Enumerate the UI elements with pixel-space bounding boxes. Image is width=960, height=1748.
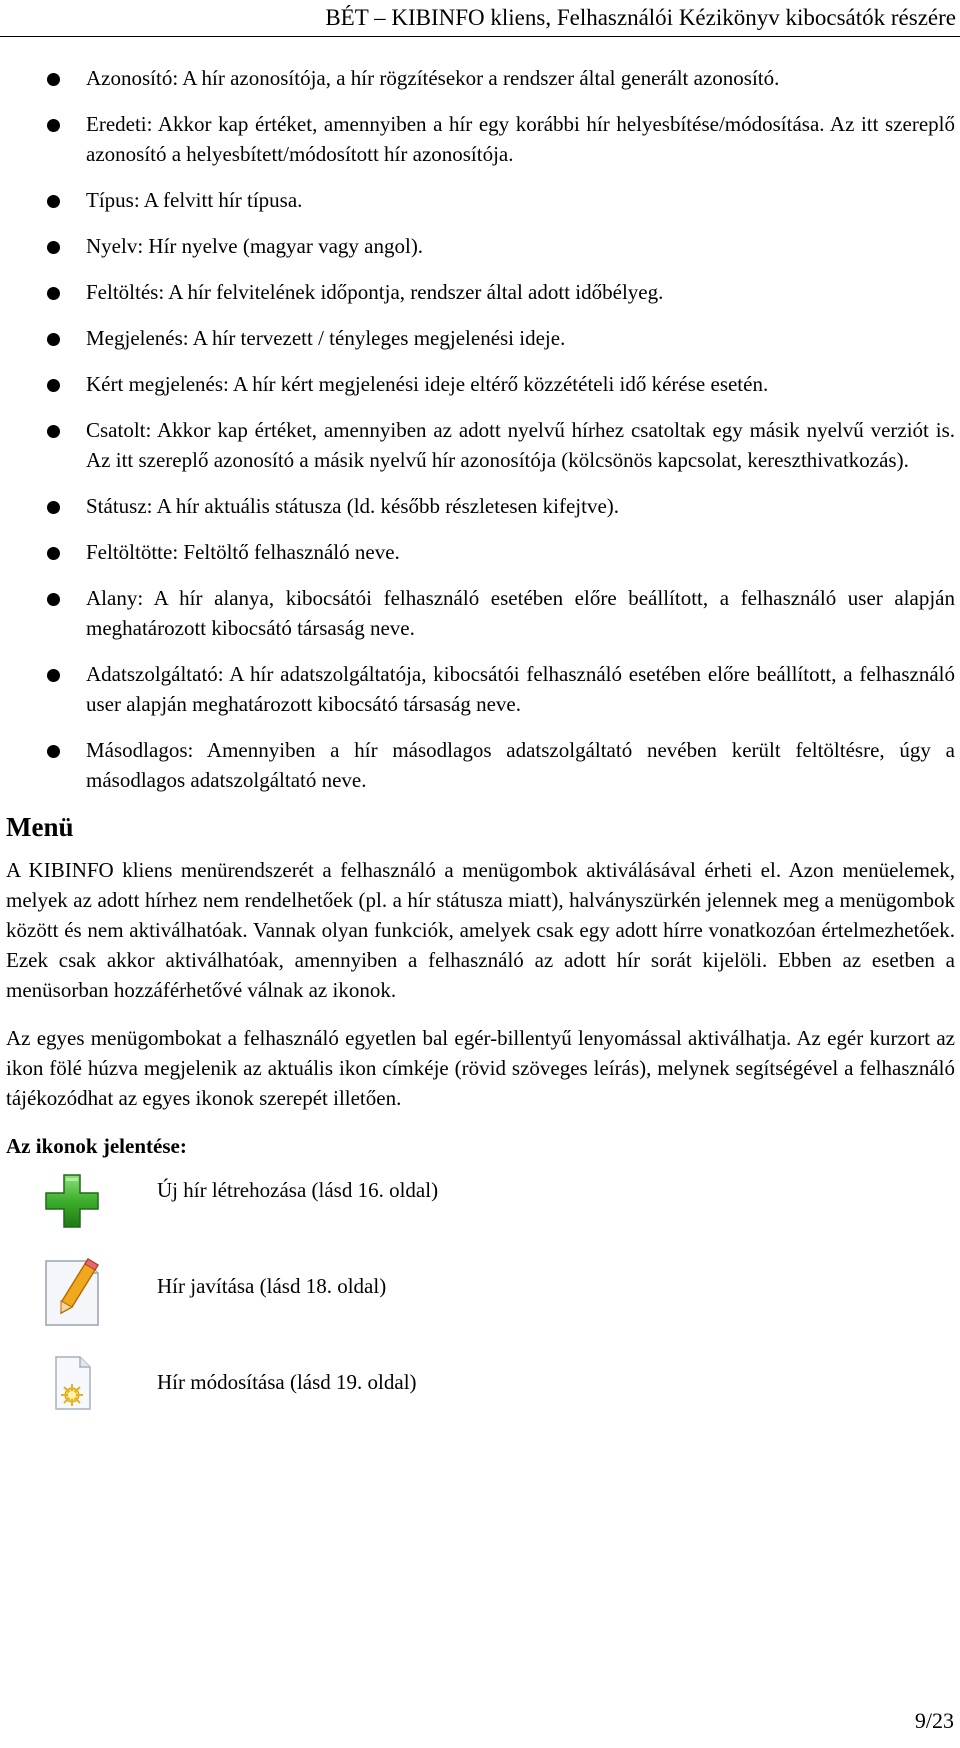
list-item-text: Eredeti: Akkor kap értéket, amennyiben a hír egy korábbi hír helyesbítése/módosítása. Az itt szereplő azonosító a helyesbített/módosított hír azonosítója.: [86, 112, 955, 166]
icon-legend-row: [6, 1175, 955, 1271]
list-item: [6, 659, 955, 719]
icon-label-modify: Hír módosítása (lásd 19. oldal): [157, 1370, 417, 1394]
icon-label-edit: Hír javítása (lásd 18. oldal): [157, 1274, 387, 1298]
list-item: [6, 323, 955, 353]
icon-legend-row: [6, 1367, 955, 1463]
document-star-icon: [40, 1353, 106, 1427]
list-item-text: Feltöltés: A hír felvitelének időpontja, rendszer által adott időbélyeg.: [86, 280, 664, 304]
bullet-icon: [47, 73, 60, 86]
bullet-icon: [47, 593, 60, 606]
list-item-text: Csatolt: Akkor kap értéket, amennyiben az adott nyelvű hírhez csatoltak egy másik nyelvű verziót is. Az itt szereplő azonosító a másik nyelvű hír azonosítója (kölcsönös kapcsolat, kereszthivatkozás).: [86, 418, 955, 472]
list-item-text: Megjelenés: A hír tervezett / tényleges megjelenési ideje.: [86, 326, 566, 350]
list-item-text: Nyelv: Hír nyelve (magyar vagy angol).: [86, 234, 424, 258]
list-item: [6, 109, 955, 169]
green-plus-icon: [40, 1171, 106, 1245]
list-item: [6, 185, 955, 215]
bullet-icon: [47, 379, 60, 392]
list-item: [6, 63, 955, 93]
bullet-icon: [47, 669, 60, 682]
page-content: [6, 63, 955, 1463]
header-title: BÉT – KIBINFO kliens, Felhasználói Kézikönyv kibocsátók részére: [325, 5, 956, 30]
list-item: [6, 491, 955, 521]
bullet-icon: [47, 333, 60, 346]
list-item-text: Másodlagos: Amennyiben a hír másodlagos adatszolgáltató nevében került feltöltésre, úgy a másodlagos adatszolgáltató neve.: [86, 738, 955, 792]
icons-heading: Az ikonok jelentése:: [6, 1134, 187, 1158]
pencil-document-icon: [40, 1255, 106, 1329]
bullet-icon: [47, 425, 60, 438]
list-item: [6, 277, 955, 307]
list-item-text: Típus: A felvitt hír típusa.: [86, 188, 303, 212]
bullet-icon: [47, 547, 60, 560]
list-item: [6, 735, 955, 795]
list-item: [6, 369, 955, 399]
page-number: 9/23: [914, 1708, 954, 1733]
bullet-icon: [47, 745, 60, 758]
bullet-icon: [47, 195, 60, 208]
list-item: [6, 583, 955, 643]
list-item-text: Adatszolgáltató: A hír adatszolgáltatója, kibocsátói felhasználó esetében előre beállított, a felhasználó user alapján meghatározott kibocsátó társaság neve.: [86, 662, 955, 716]
list-item-text: Alany: A hír alanya, kibocsátói felhasználó esetében előre beállított, a felhasználó user alapján meghatározott kibocsátó társaság neve.: [86, 586, 955, 640]
icon-legend-row: [6, 1271, 955, 1367]
bullet-icon: [47, 287, 60, 300]
list-item: [6, 537, 955, 567]
bullet-icon: [47, 241, 60, 254]
page-header: [0, 2, 960, 37]
icon-label-new: Új hír létrehozása (lásd 16. oldal): [157, 1178, 439, 1202]
list-item-text: Státusz: A hír aktuális státusza (ld. később részletesen kifejtve).: [86, 494, 620, 518]
bullet-icon: [47, 501, 60, 514]
list-item: [6, 231, 955, 261]
list-item-text: Kért megjelenés: A hír kért megjelenési ideje eltérő közzétételi idő kérése esetén.: [86, 372, 769, 396]
paragraph: Az egyes menügombokat a felhasználó egyetlen bal egér-billentyű lenyomással aktiválhatja. Az egér kurzort az ikon fölé húzva megjelenik az aktuális ikon címkéje (rövid szöveges leírás), melynek segítségével a felhasználó tájékozódhat az egyes ikonok szerepét illetően.: [6, 1026, 955, 1110]
field-list: [6, 63, 955, 795]
bullet-icon: [47, 119, 60, 132]
section-heading-menu: Menü: [6, 812, 74, 842]
paragraph: A KIBINFO kliens menürendszerét a felhasználó a menügombok aktiválásával érheti el. Azon menüelemek, melyek az adott hírhez nem rendelhetőek (pl. a hír státusza miatt), halványszürkén jelennek meg a menügombok között és nem aktiválhatóak. Vannak olyan funkciók, amelyek csak egy adott hírre vonatkozóan értelmezhetőek. Ezek csak akkor aktiválhatóak, amennyiben a felhasználó az adott hír sorát kijelöli. Ebben az esetben a menüsorban hozzáférhetővé válnak az ikonok.: [6, 858, 955, 1002]
list-item-text: Feltöltötte: Feltöltő felhasználó neve.: [86, 540, 400, 564]
list-item: [6, 415, 955, 475]
list-item-text: Azonosító: A hír azonosítója, a hír rögzítésekor a rendszer által generált azonosító.: [86, 66, 780, 90]
